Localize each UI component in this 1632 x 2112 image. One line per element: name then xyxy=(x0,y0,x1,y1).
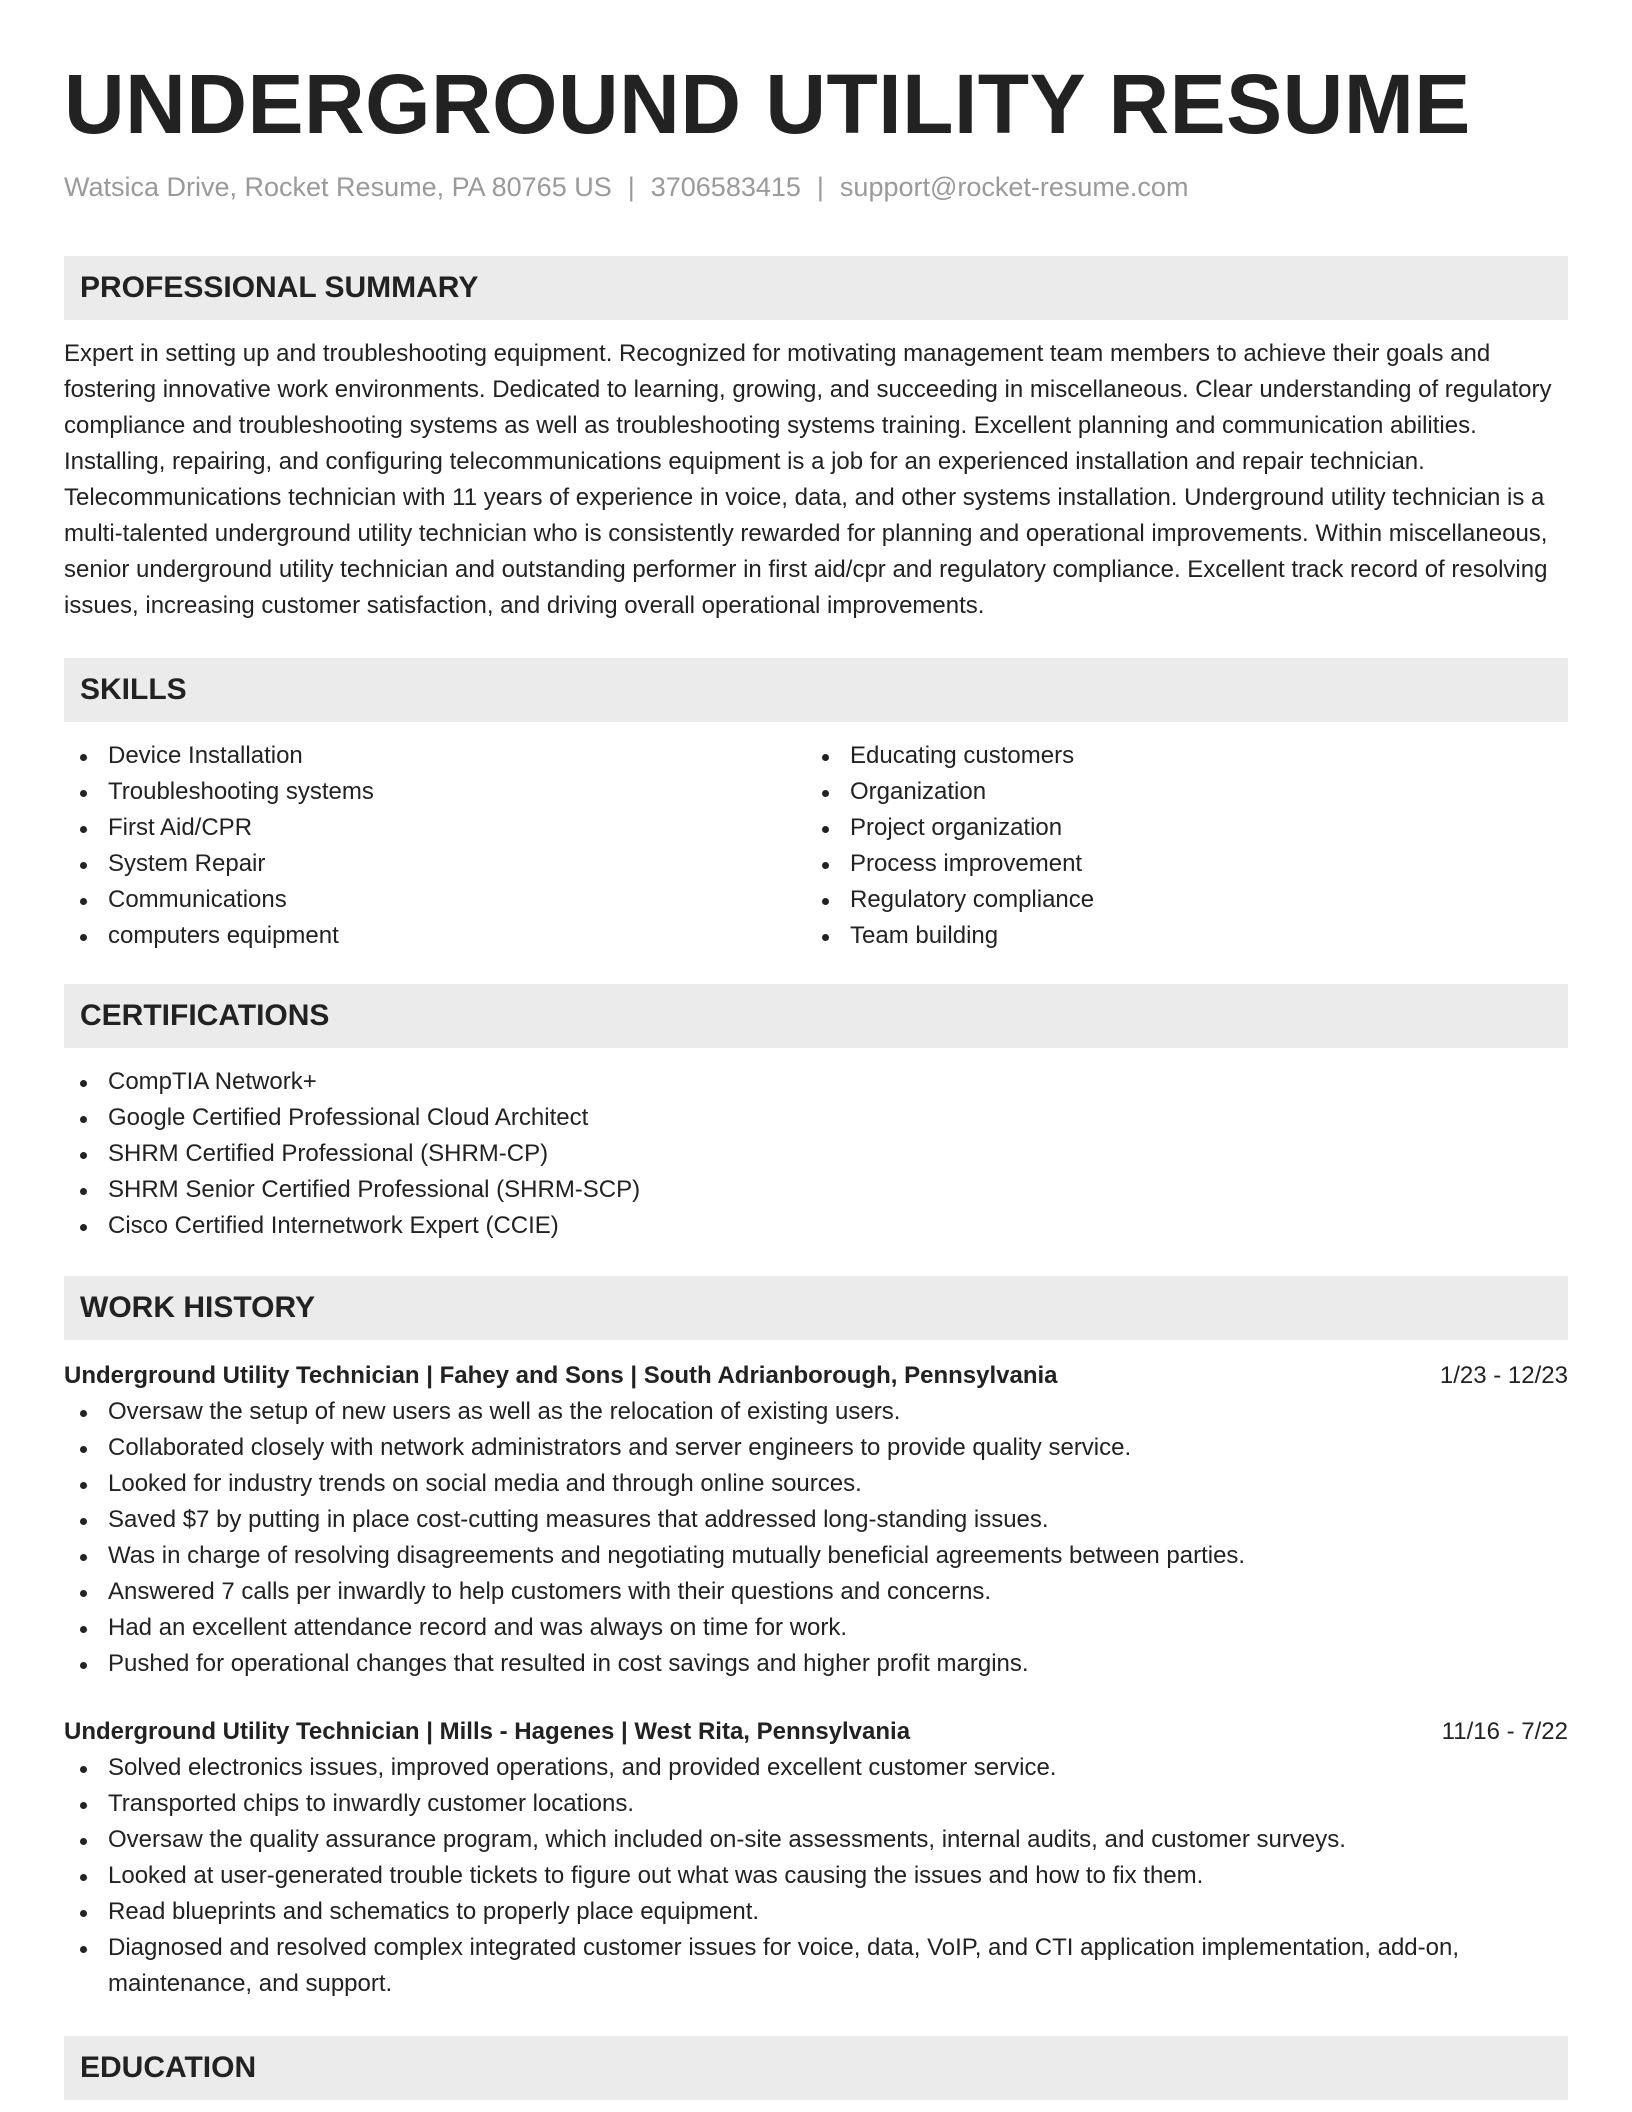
contact-line xyxy=(64,170,1568,204)
job-title: Underground Utility Technician | Mills - Hagenes | West Rita, Pennsylvania xyxy=(64,1718,911,1745)
skill-item: Organization xyxy=(806,774,1548,810)
job-bullet: Transported chips to inwardly customer locations. xyxy=(64,1786,1568,1822)
contact-address: Watsica Drive, Rocket Resume, PA 80765 US xyxy=(64,172,612,202)
job-bullet: Diagnosed and resolved complex integrated customer issues for voice, data, VoIP, and CTI application implementation, add-on, maintenance, and support. xyxy=(64,1930,1568,2002)
summary-text: Expert in setting up and troubleshooting equipment. Recognized for motivating management team members to achieve their goals and fostering innovative work environments. Dedicated to learning, growing, and succeeding in miscellaneous. Clear understanding of regulatory compliance and troubleshooting systems as well as troubleshooting systems training. Excellent planning and communication abilities. Installing, repairing, and configuring telecommunications equipment is a job for an experienced installation and repair technician. Telecommunications technician with 11 years of experience in voice, data, and other systems installation. Underground utility technician is a multi-talented underground utility technician who is consistently rewarded for planning and operational improvements. Within miscellaneous, senior underground utility technician and outstanding performer in first aid/cpr and regulatory compliance. Excellent track record of resolving issues, increasing customer satisfaction, and driving overall operational improvements. xyxy=(64,340,1552,619)
certification-item: SHRM Senior Certified Professional (SHRM-SCP) xyxy=(64,1172,1568,1208)
certification-item: Google Certified Professional Cloud Architect xyxy=(64,1100,1568,1136)
job-bullet: Collaborated closely with network administrators and server engineers to provide quality service. xyxy=(64,1430,1568,1466)
job-bullet: Looked at user-generated trouble tickets to figure out what was causing the issues and how to fix them. xyxy=(64,1858,1568,1894)
summary-heading: PROFESSIONAL SUMMARY xyxy=(64,256,1568,320)
contact-phone: 3706583415 xyxy=(650,172,801,202)
job-bullet: Read blueprints and schematics to properly place equipment. xyxy=(64,1894,1568,1930)
job-header xyxy=(64,1358,1568,1394)
skills-heading: SKILLS xyxy=(64,658,1568,722)
skills-left-list xyxy=(64,738,806,954)
job-bullet: Answered 7 calls per inwardly to help customers with their questions and concerns. xyxy=(64,1574,1568,1610)
job-bullet: Had an excellent attendance record and was always on time for work. xyxy=(64,1610,1568,1646)
job-title: Underground Utility Technician | Fahey and Sons | South Adrianborough, Pennsylvania xyxy=(64,1362,1058,1389)
skills-right-list xyxy=(806,738,1548,954)
job-entry xyxy=(64,1714,1568,2002)
skill-item: Team building xyxy=(806,918,1548,954)
job-dates: 11/16 - 7/22 xyxy=(1441,1718,1568,1745)
job-bullet: Oversaw the quality assurance program, which included on-site assessments, internal audits, and customer surveys. xyxy=(64,1822,1568,1858)
skill-item: System Repair xyxy=(64,846,806,882)
work-history-heading: WORK HISTORY xyxy=(64,1276,1568,1340)
job-dates: 1/23 - 12/23 xyxy=(1439,1362,1568,1389)
job-bullets xyxy=(64,1394,1568,1682)
job-bullet: Was in charge of resolving disagreements and negotiating mutually beneficial agreements between parties. xyxy=(64,1538,1568,1574)
skill-item: First Aid/CPR xyxy=(64,810,806,846)
certifications-heading: CERTIFICATIONS xyxy=(64,984,1568,1048)
skill-item: Process improvement xyxy=(806,846,1548,882)
certifications-list xyxy=(64,1064,1568,1244)
resume-title: UNDERGROUND UTILITY RESUME xyxy=(64,57,1471,151)
skill-item: Device Installation xyxy=(64,738,806,774)
resume-page xyxy=(64,0,1568,2100)
certification-item: CompTIA Network+ xyxy=(64,1064,1568,1100)
skill-item: Educating customers xyxy=(806,738,1548,774)
job-header xyxy=(64,1714,1568,1750)
skill-item: computers equipment xyxy=(64,918,806,954)
contact-email: support@rocket-resume.com xyxy=(839,172,1189,202)
skills-grid xyxy=(64,738,1568,954)
skill-item: Project organization xyxy=(806,810,1548,846)
skill-item: Troubleshooting systems xyxy=(64,774,806,810)
job-bullet: Oversaw the setup of new users as well as the relocation of existing users. xyxy=(64,1394,1568,1430)
job-bullet: Saved $7 by putting in place cost-cutting measures that addressed long-standing issues. xyxy=(64,1502,1568,1538)
certification-item: SHRM Certified Professional (SHRM-CP) xyxy=(64,1136,1568,1172)
contact-separator: | xyxy=(627,172,635,202)
job-bullet: Looked for industry trends on social media and through online sources. xyxy=(64,1466,1568,1502)
job-entry xyxy=(64,1358,1568,1682)
skill-item: Communications xyxy=(64,882,806,918)
education-heading: EDUCATION xyxy=(64,2036,1568,2100)
job-bullets xyxy=(64,1750,1568,2002)
job-bullet: Solved electronics issues, improved operations, and provided excellent customer service. xyxy=(64,1750,1568,1786)
certification-item: Cisco Certified Internetwork Expert (CCIE) xyxy=(64,1208,1568,1244)
contact-separator: | xyxy=(816,172,824,202)
job-bullet: Pushed for operational changes that resulted in cost savings and higher profit margins. xyxy=(64,1646,1568,1682)
skill-item: Regulatory compliance xyxy=(806,882,1548,918)
